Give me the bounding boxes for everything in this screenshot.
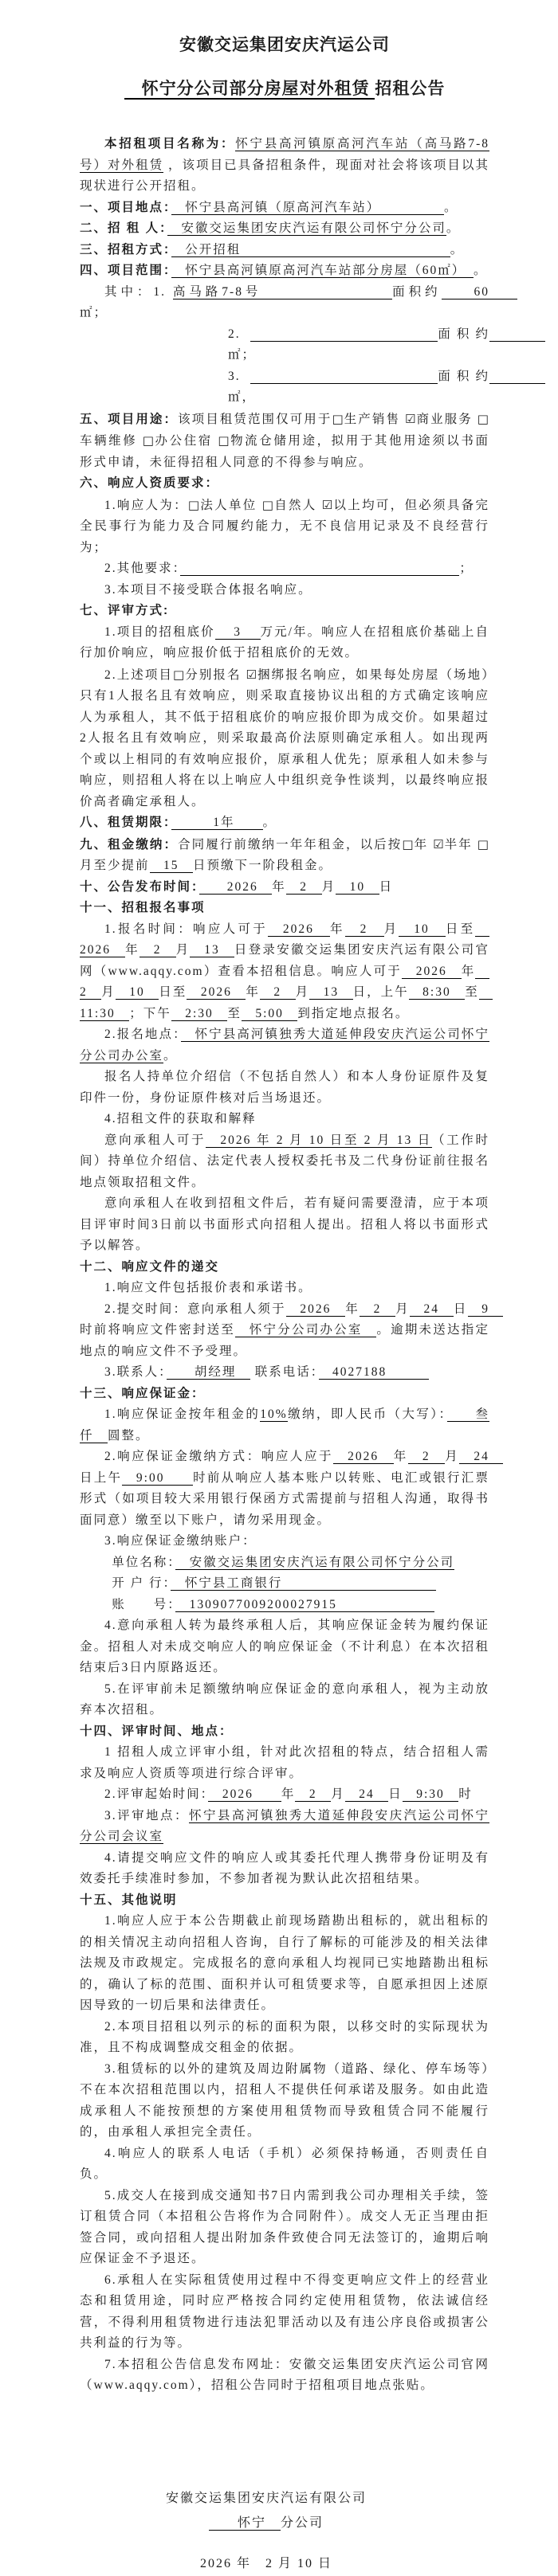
other-item-4 [80,2143,489,2186]
text-run: 月 [101,985,116,999]
checkbox-unchecked-icon: □ [477,411,489,426]
text-run: 分公司 [281,2515,324,2530]
signup-item-4-para-2 [80,1193,489,1257]
text-run: 月 [295,985,310,999]
fill-in-value: 9 [467,1302,504,1316]
heading-text: 怀宁分公司部分房屋对外租赁 [124,80,375,98]
text-run: 半年 [444,837,477,851]
section-15-heading [80,1890,489,1912]
fill-in-value: 2026 [402,964,462,978]
text-run: 。 [444,200,458,214]
fill-in-value: 怀宁县高河镇原高河汽车站（高马路7-8号）对外租赁 [80,137,489,172]
fill-in-value: 1年 [171,816,263,829]
fill-in-value: 2026 [285,1302,346,1316]
review-item-1 [80,622,489,664]
fill-in-value [489,327,545,342]
fill-in-value: 2026 [333,1450,394,1463]
heading-text: 一、项目地点： [80,200,171,214]
deposit-item-1 [80,1404,489,1447]
fill-in-value: 2026 [187,985,246,999]
text-run: 年 [281,1787,296,1801]
text-run: 日，上午 [352,985,409,999]
text-run: 月 [395,1302,410,1316]
text-run: 7.本招租公告信息发布网址：安徽交运集团安庆汽运公司官网（www.aqqy.com），招租公告同时于招租项目地点张贴。 [80,2357,489,2392]
text-run: 办公住宿 [155,434,218,448]
text-run: 年 [246,985,260,999]
fill-in-value: 2026 [80,922,489,957]
heading-text: 八、租赁期限： [80,816,171,829]
deposit-item-4 [80,1615,489,1679]
text-run: 1 招租人成立评审小组，针对此次招租的特点，结合招租人需求及响应人资质等项进行综合评审。 [80,1745,489,1780]
section-2-lessor [80,218,489,240]
intro-paragraph [80,134,489,198]
text-run: 联系电话： [250,1365,319,1379]
text-run: 月 [331,1787,345,1801]
text-run: 意向承租人可于 [104,1133,206,1147]
text-run: 日上午 [80,1470,123,1485]
signature-branch [147,2511,386,2535]
text-run: 年 [330,922,345,936]
text-run: 3. [228,369,250,383]
text-run: 万元/年。响应人在招租底价基础上自行加价响应，响应报价低于招租底价的无效。 [80,624,489,660]
submission-item-3 [80,1362,489,1384]
fill-in-value: 60 [441,284,517,299]
fill-in-value: 24 [409,1302,454,1316]
text-run: 以上均可，但必须具备完全民事行为能力及合同履约能力，无不良信用记录及不良经营行为； [80,498,489,554]
text-run: 2. [228,327,250,341]
heading-text: 本招租项目名称为： [104,137,236,151]
fill-in-value: 3 [214,624,261,639]
scope-item-3 [80,366,489,409]
text-run: 3.评审地点： [104,1808,189,1822]
heading-text: 十、公告发布时间： [80,879,199,894]
text-run: 面积约 [438,327,489,341]
section-4-scope [80,260,489,282]
text-run: 日至 [159,985,187,999]
heading-text: 四、项目范围： [80,264,171,277]
submission-item-1 [80,1278,489,1299]
fill-in-value [250,327,438,342]
heading-text: 十四、评审时间、地点： [80,1724,234,1738]
text-run: 年 [414,837,434,851]
text-run: 日至 [445,922,476,936]
deposit-item-5 [80,1679,489,1721]
text-run: 2026 年 2 月 10 日 [199,2556,332,2570]
section-9-payment [80,834,489,877]
heading-text: 三、招租方式： [80,242,171,256]
scope-item-1 [80,282,517,324]
fill-in-value: 怀宁县工商银行 [171,1576,436,1590]
text-run: 日预缴下一阶段租金。 [193,859,333,872]
text-run: 单位名称： [112,1555,176,1569]
checkbox-checked-icon: ☑ [321,497,334,512]
section-6-heading [80,473,489,495]
text-run: 3.本项目不接受联合体报名响应。 [104,582,312,597]
fill-in-value: 怀宁县高河镇（原高河汽车站） [171,200,445,214]
signup-item-4 [80,1109,489,1130]
text-run: 日 [388,1787,403,1801]
text-run: 1.响应文件包括报价表和承诺书。 [104,1281,312,1294]
account-number-row [80,1595,489,1616]
text-run: 时 [458,1787,473,1801]
review-time-item-1 [80,1742,489,1784]
fill-in-value: 2 [80,964,489,999]
text-run: 月 [175,943,191,957]
qualification-item-1 [80,495,489,559]
text-run: 1.报名时间：响应人可于 [104,922,269,936]
text-run: 2.评审起始时间： [104,1787,209,1801]
text-run: 日 [453,1302,468,1316]
text-run: 至 [227,1006,242,1020]
text-run: 。 [450,242,465,256]
review-item-2 [80,664,489,813]
text-run: 5.在评审前未足额缴纳响应保证金的意向承租人，视为主动放弃本次招租。 [80,1681,489,1717]
fill-in-value: 安徽交运集团安庆汽运有限公司怀宁分公司 [175,1555,455,1569]
text-run: 年 [272,879,286,894]
text-run: 商业服务 [416,412,477,426]
fill-in-value: 4027188 [318,1365,429,1379]
section-7-heading [80,601,489,622]
fill-in-value: 15 [149,859,194,872]
text-run: 2.其他要求： [104,562,181,575]
checkbox-unchecked-icon: □ [142,433,155,448]
other-item-5 [80,2186,489,2270]
fill-in-value: 2 [259,985,296,999]
text-run: 合同履行前缴纳一年年租金，以后按 [178,837,403,851]
text-run: 年 [125,943,140,957]
fill-in-value: 2 [139,943,176,957]
fill-in-value: 1309077009200027915 [175,1597,435,1611]
text-run: 该项目租赁范围仅可用于 [178,412,332,426]
checkbox-unchecked-icon: □ [261,497,275,512]
text-run: 2.提交时间：意向承租人须于 [104,1302,286,1316]
section-10-publish-date [80,877,489,898]
text-run: 意向承租人在收到招租文件后，若有疑问需要澄清，应于本项目评审时间3日前以书面形式向招租人提出。招租人将以书面形式予以解答。 [80,1196,489,1252]
signup-note [80,1067,489,1109]
fill-in-value: 2:30 [171,1006,228,1020]
section-5-usage [80,409,489,474]
text-run: 1.响应人为： [104,498,188,512]
text-run: 分别报名 [185,667,246,682]
signup-item-2 [80,1024,489,1067]
text-run: 缴纳，即人民币（大写）： [287,1407,447,1421]
fill-in-value: 5:00 [241,1006,298,1020]
text-run: 报名人持单位介绍信（不包括自然人）和本人身份证原件及复印件一份，身份证原件核对后当场退还。 [80,1070,489,1105]
heading-text: 十五、其他说明 [80,1893,178,1907]
text-run: 3.联系人： [104,1365,167,1379]
text-run: 。逾期未送达指定地点的响应文件不予受理。 [80,1323,489,1358]
heading-text: 七、评审方式: [80,604,170,617]
fill-in-value: 安徽交运集团安庆汽运有限公司怀宁分公司 [167,221,446,235]
fill-in-value: 24 [344,1787,389,1801]
text-run: 2.响应保证金缴纳方式：响应人应于 [104,1450,334,1463]
heading-text: 六、响应人资质要求： [80,476,220,490]
text-run: 3.响应保证金缴纳账户： [104,1534,257,1548]
text-run: 时前将响应文件密封送至 [80,1323,236,1337]
signature-date [147,2551,386,2576]
fill-in-value: 13 [309,985,353,999]
fill-in-value: 2 [295,1787,332,1801]
text-run: 年 [345,1302,360,1316]
section-3-method [80,240,489,261]
fill-in-value: 2 [407,1450,446,1463]
heading-text: 二、招 租 人： [80,221,167,235]
fill-in-value: 10 [115,985,159,999]
text-run: 2.上述项目 [104,667,173,682]
section-13-heading [80,1384,489,1405]
text-run: 年 [393,1450,408,1463]
review-time-item-4 [80,1848,489,1890]
fill-in-value: 13 [190,943,234,957]
scope-item-2 [80,324,489,366]
other-item-1 [80,1911,489,2017]
text-run: ，该项目已具备招租条件，现面对社会将该项目以其现状进行公开招租。 [80,158,489,193]
fill-in-value: 2 [359,1302,396,1316]
text-run: 。 [163,1048,178,1063]
checkbox-unchecked-icon: □ [173,667,186,682]
text-run: 至 [465,985,479,999]
section-1-location [80,198,489,219]
fill-in-value: 9:00 [122,1470,194,1485]
text-run: 4.请提交响应文件的响应人或其委托代理人携带身份证明及有效委托手续准时参加，不参加者视为默认此次招租结果。 [80,1850,489,1885]
text-run: 月 [445,1450,460,1463]
checkbox-unchecked-icon: □ [402,836,415,851]
text-run: 月至少提前 [80,859,150,872]
fill-in-value: 2026 年 2 月 10 日至 2 月 13 日 [206,1133,432,1147]
text-run: ㎡； [228,348,257,362]
fill-in-value: 2026 [198,879,273,894]
fill-in-value: 24 [459,1450,504,1463]
fill-in-value: 11:30 [80,985,493,1020]
deposit-item-3 [80,1531,489,1552]
heading-text: 十二、响应文件的递交 [80,1259,220,1274]
checkbox-checked-icon: ☑ [246,667,257,682]
other-item-2 [80,2017,489,2059]
text-run: ㎡； [80,306,108,319]
doc-title-line-1 [80,32,489,58]
section-14-heading [80,1721,489,1743]
text-run: 月 [321,879,336,894]
fill-in-value: 怀宁 [208,2515,281,2530]
document-body [80,32,517,2576]
fill-in-value: 9:30 [402,1787,459,1801]
text-run: 日 [379,879,394,894]
fill-in-value: 8:30 [408,985,466,999]
text-run: 其中：1. [104,284,173,299]
checkbox-unchecked-icon: □ [477,836,489,851]
fill-in-value: 怀宁县高河镇独秀大道延伸段安庆汽运公司怀宁分公司会议室 [80,1808,489,1843]
text-run: 月 [383,922,399,936]
checkbox-unchecked-icon: □ [218,433,231,448]
text-run: 车辆维修 [80,434,143,448]
other-item-3 [80,2059,489,2143]
fill-in-value [180,562,459,576]
text-run: 4.招租文件的获取和解释 [104,1112,257,1126]
submission-item-2 [80,1299,504,1363]
text-run: 1.响应保证金按年租金的 [104,1407,261,1421]
text-run: 物流仓储用途，拟用于其他用途须以书面形式申请，未征得招租人同意的不得参与响应。 [80,434,489,469]
fill-in-value: 怀宁县高河镇原高河汽车站部分房屋（60㎡） [171,264,474,277]
text-run: ；下午 [129,1006,171,1020]
fill-in-value: 2 [285,879,322,894]
review-time-item-2 [80,1784,489,1806]
fill-in-value: 10 [336,879,379,894]
text-run: 面积约 [392,284,442,299]
fill-in-value [489,370,545,384]
text-run: 4.响应人的联系人电话（手机）必须保持畅通，否则责任自负。 [80,2146,489,2181]
text-run: 时前从响应人基本账户以转账、电汇或银行汇票形式（如项目较大采用银行保函方式需提前与招租人沟通，取得书面同意）缴至以下账户，请勿采用现金。 [80,1470,489,1527]
text-run: 圆整。 [108,1428,150,1443]
section-12-heading [80,1257,489,1278]
text-run: 6.承租人在实际租赁使用过程中不得变更响应文件上的经营业态和租赁用途，同时应严格按合同约定使用租赁物，依法诚信经营，不得利用租赁物进行违法犯罪活动以及有违公序良俗或损害公共利益的行为等。 [80,2273,489,2350]
text-run: 开 户 行： [112,1576,171,1590]
text-run: 日登录安徽交运集团安庆汽运有限公司官网（www.aqqy.com）查看本招租信息。响应人可于 [80,943,489,978]
checkbox-checked-icon: ☑ [433,836,445,851]
text-run: 年 [461,964,476,978]
checkbox-unchecked-icon: □ [332,411,344,426]
text-run: 1.项目的招租底价 [104,624,215,639]
signup-item-1 [80,919,493,1025]
fill-in-value: 2026 [208,1787,281,1801]
text-run: 。 [446,221,461,235]
qualification-item-3 [80,580,489,601]
account-name-row [80,1552,489,1574]
fill-in-value: 胡经理 [166,1365,250,1379]
text-run: 生产销售 [344,412,405,426]
heading-text: 五、项目用途： [80,412,179,426]
section-11-heading [80,898,489,919]
qualification-item-2 [80,558,489,580]
fill-in-value: 2026 [268,922,331,936]
fill-in-value: 叁仟 [80,1407,489,1443]
checkbox-unchecked-icon: □ [187,497,201,512]
heading-text: 九、租金缴纳： [80,837,179,851]
text-run: 。 [262,816,277,829]
text-run: 到指定地点报名。 [297,1006,410,1020]
text-run: 4.意向承租人转为最终承租人后，其响应保证金转为履约保证金。招租人对未成交响应人的响应保证金（不计利息）在本次招租结束后3日内原路返还。 [80,1619,489,1674]
heading-text: 十一、招租报名事项 [80,901,206,914]
text-run: 5.成交人在接到成交通知书7日内需到我公司办理相关手续，签订租赁合同（本招租公告将作为合同附件）。成交人无正当理由拒签合同，或向招租人提出附加条件致使合同无法签订的，逾期后响应保证金不予退还。 [80,2188,489,2265]
text-run: 2.报名地点： [104,1028,181,1041]
signature-company [147,2486,386,2511]
text-run: 面积约 [438,369,489,383]
fill-in-value: 2 [344,922,384,936]
text-run: 2.本项目招租以列示的标的面积为限，以移交时的实际现状为准，且不构成调整成交租金的依据。 [80,2019,489,2054]
fill-in-value [250,370,438,384]
heading-text: 招租公告 [375,80,446,98]
text-run: 1.响应人应于本公告期截止前现场踏勘出租标的，就出租标的的相关情况主动向招租人咨询，自行了解标的可能涉及的相关法律法规及市政规定。完成报名的意向承租人均视同已实地踏勘出租标的，确认了标的范围、面积并认可租赁要求等，自愿承担因上述原因导致的一切后果和法律责任。 [80,1914,489,2012]
fill-in-value: 怀宁分公司办公室 [235,1323,377,1337]
review-time-item-3 [80,1806,489,1848]
blank-space [80,2397,489,2486]
text-run: （工作时间）持单位介绍信、法定代表人授权委托书及二代身份证前往报名地点领取招租文件。 [80,1133,489,1189]
doc-title-line-2 [80,76,489,102]
account-bank-row [80,1573,489,1595]
checkbox-checked-icon: ☑ [404,411,417,426]
text-run: 捆绑报名响应，如果每处房屋（场地）只有1人报名且有效响应，则采取直接协议出租的方式确定该响应人为承租人，其不低于招租底价的响应报价即为成交价。如果超过2人报名且有效响应，则采取最高价法原则确定承租人。如出现两个或以上相同的有效响应报价，原承租人优先；原承租人如未参与响应，则招租人将在以上响应人中组织竞争性谈判，以最终响应报价高者确定承租人。 [80,667,489,808]
heading-text: 十三、响应保证金： [80,1386,206,1400]
signup-item-4-para-1 [80,1130,489,1194]
fill-in-value: 10 [399,922,446,936]
text-run: 3.租赁标的以外的建筑及周边附属物（道路、绿化、停车场等）不在本次招租范围以内，招租人不提供任何承诺及服务。如由此造成承租人不能按预想的方案使用租赁物而导致租赁合同不能履行的，由承租人承担完全责任。 [80,2061,489,2139]
text-run: 法人单位 [200,498,262,512]
deposit-item-2 [80,1447,504,1531]
fill-in-value: 公开招租 [171,242,450,256]
text-run: 账 号： [112,1597,176,1611]
section-8-term [80,812,489,834]
fill-in-value: 高马路7-8号 [172,284,393,299]
text-run: ； [459,562,474,575]
text-run: 安徽交运集团安庆汽运有限公司 [165,2491,367,2505]
text-run: 自然人 [274,498,322,512]
other-item-6 [80,2270,489,2355]
fill-in-value: 怀宁县高河镇独秀大道延伸段安庆汽运公司怀宁分公司办公室 [80,1028,489,1063]
fill-in-value: 10% [260,1407,288,1421]
text-run: 。 [474,264,488,277]
other-item-7 [80,2355,489,2397]
text-run: ㎡， [228,390,257,404]
heading-text: 安徽交运集团安庆汽运公司 [179,36,390,54]
